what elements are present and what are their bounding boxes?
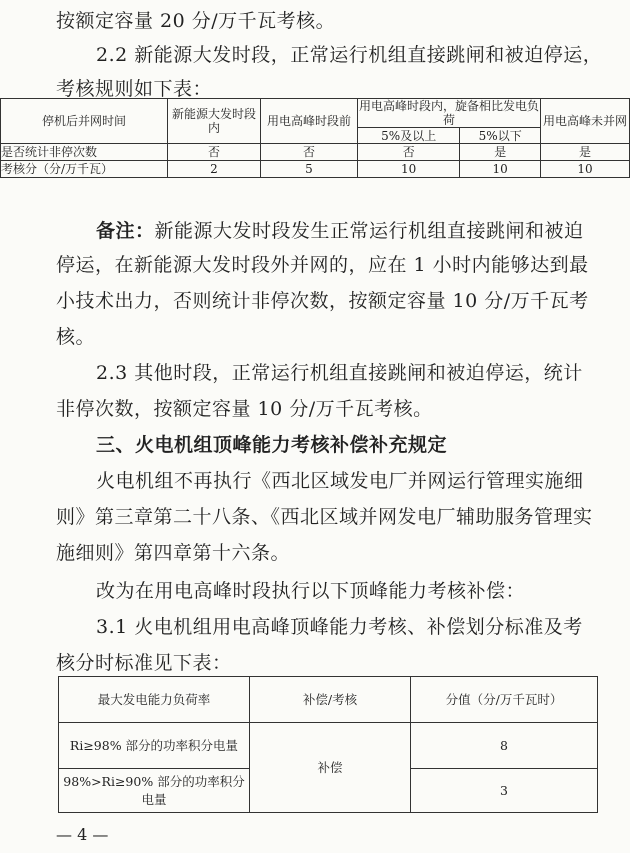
line-note-3: 小技术出力，否则统计非停次数，按额定容量 10 分/万千瓦考 <box>56 290 589 312</box>
t2-row2-label: 98%>Ri≥90% 部分的功率积分电量 <box>59 769 250 813</box>
t1-row2-v3: 10 <box>358 161 460 178</box>
page-number: — 4 — <box>56 825 109 844</box>
line-3-a: 火电机组不再执行《西北区域发电厂并网运行管理实施细 <box>96 470 584 492</box>
t1-row1-v4: 是 <box>460 144 541 161</box>
note-text: 新能源大发时段发生正常运行机组直接跳闸和被迫 <box>154 220 584 242</box>
section-heading-3: 三、火电机组顶峰能力考核补偿补充规定 <box>96 434 448 456</box>
t1-row2-v5: 10 <box>541 161 630 178</box>
table-peak-capacity <box>58 676 598 813</box>
table-shutdown-assessment <box>0 98 630 178</box>
t1-header-col4: 用电高峰时段内，旋备相比发电负荷 <box>358 99 539 127</box>
t1-header-col2: 新能源大发时段内 <box>168 99 261 144</box>
line-3-d: 改为在用电高峰时段执行以下顶峰能力考核补偿： <box>96 580 526 602</box>
t1-row1-v3: 否 <box>358 144 460 161</box>
t1-header-col1: 停机后并网时间 <box>1 99 168 144</box>
t1-row2-v1: 2 <box>168 161 261 178</box>
table-row <box>59 723 598 769</box>
line-3-1-b: 核分时标准见下表： <box>56 652 232 674</box>
t1-row2-label: 考核分（分/万千瓦） <box>1 161 168 178</box>
t2-header-col1: 最大发电能力负荷率 <box>59 677 250 723</box>
t1-row1-v2: 否 <box>261 144 358 161</box>
line-3: 考核规则如下表： <box>56 78 213 100</box>
t1-row1-v1: 否 <box>168 144 261 161</box>
line-3-c: 施细则》第四章第十六条。 <box>56 542 291 564</box>
note-line-1 <box>96 216 584 243</box>
t1-row1-v5: 是 <box>541 144 630 161</box>
line-3-1-a: 3.1 火电机组用电高峰顶峰能力考核、补偿划分标准及考 <box>96 616 583 638</box>
t2-row1-label: Ri≥98% 部分的功率积分电量 <box>59 723 250 769</box>
t2-header-col2: 补偿/考核 <box>250 677 411 723</box>
t2-type: 补偿 <box>250 723 411 813</box>
line-note-2: 停运，在新能源大发时段外并网的，应在 1 小时内能够达到最 <box>56 254 589 276</box>
table-row <box>1 161 630 178</box>
note-label: 备注： <box>96 220 155 242</box>
line-2-3-b: 非停次数，按额定容量 10 分/万千瓦考核。 <box>56 398 433 420</box>
t2-row2-value: 3 <box>411 769 598 813</box>
table-row <box>1 144 630 161</box>
line-3-b: 则》第三章第二十八条、《西北区域并网发电厂辅助服务管理实 <box>56 506 593 528</box>
t1-header-col5: 用电高峰未并网 <box>541 99 630 144</box>
t1-header-col4a: 5%及以上 <box>358 128 460 144</box>
t2-header-col3: 分值（分/万千瓦时） <box>411 677 598 723</box>
line-note-4: 核。 <box>56 326 96 348</box>
line-2-3-a: 2.3 其他时段，正常运行机组直接跳闸和被迫停运，统计 <box>96 362 583 384</box>
line-2: 2.2 新能源大发时段，正常运行机组直接跳闸和被迫停运， <box>96 44 603 66</box>
t1-header-col4b: 5%以下 <box>460 128 541 144</box>
t1-row1-label: 是否统计非停次数 <box>1 144 168 161</box>
t2-row1-value: 8 <box>411 723 598 769</box>
t1-row2-v2: 5 <box>261 161 358 178</box>
line-1: 按额定容量 20 分/万千瓦考核。 <box>56 10 336 32</box>
t1-header-col3: 用电高峰时段前 <box>261 99 358 144</box>
t1-row2-v4: 10 <box>460 161 541 178</box>
